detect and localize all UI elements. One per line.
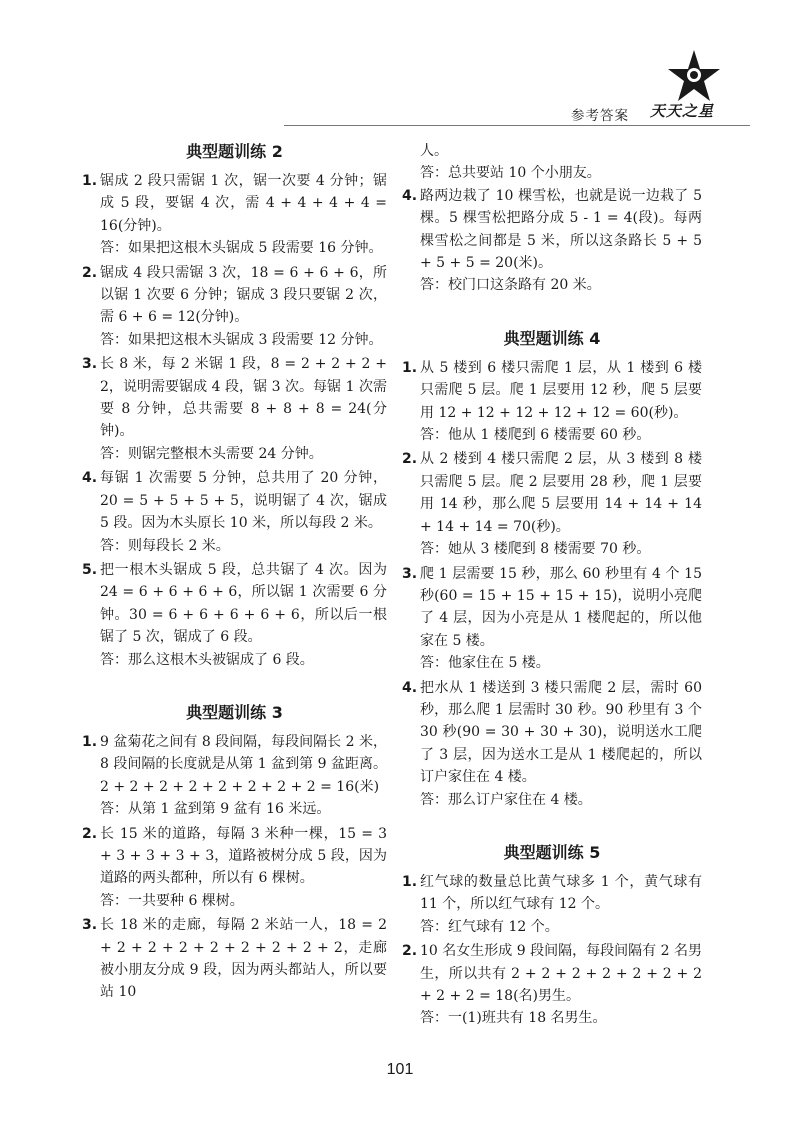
item-text: 把水从 1 楼送到 3 楼只需爬 2 层，需时 60 秒，那么爬 1 层需时 30 秒。90 秒里有 3 个 30 秒(90 = 30 + 30 + 30)，说明送水工爬了 3 层，因为送水工是从 1 楼爬起的，所以订户家住在 4 楼。 — [420, 679, 702, 786]
item-text: 长 15 米的道路，每隔 3 米种一棵，15 = 3 + 3 + 3 + 3 + 3，道路被树分成 5 段，因为道路的两头都种，所以有 6 棵树。 — [100, 825, 387, 887]
item-number: 4. — [402, 187, 418, 204]
item-text: 长 8 米，每 2 米锯 1 段，8 = 2 + 2 + 2 + 2，说明需要锯成 4 段，锯 3 次。每锯 1 次需要 8 分钟，总共需要 8 + 8 + 8 = 24(分钟)。 — [100, 356, 387, 440]
item-answer: 答：红气球有 12 个。 — [420, 918, 559, 935]
section — [82, 701, 387, 1004]
page-header — [0, 0, 800, 130]
header-rule — [284, 125, 750, 126]
list-item — [82, 731, 387, 821]
item-text: 10 名女生形成 9 段间隔，每段间隔有 2 名男生，所以共有 2 + 2 + 2 + 2 + 2 + 2 + 2 + 2 + 2 = 18(名)男生。 — [420, 943, 702, 1004]
section-title: 典型题训练 2 — [186, 142, 283, 161]
continued-answer: 答：总共要站 10 个小朋友。 — [420, 165, 601, 182]
left-column — [82, 140, 387, 1006]
item-answer: 答：从第 1 盆到第 9 盆有 16 米远。 — [100, 801, 331, 818]
item-number: 2. — [402, 451, 418, 468]
list-item — [402, 677, 702, 811]
item-number: 5. — [82, 561, 98, 578]
page-number: 101 — [386, 1061, 414, 1078]
item-equation: 2 + 2 + 2 + 2 + 2 + 2 + 2 + 2 = 16(米) — [100, 778, 380, 795]
section-title: 典型题训练 4 — [503, 328, 601, 348]
item-text: 每锯 1 次需要 5 分钟，总共用了 20 分钟，20 = 5 + 5 + 5 + 5，说明锯了 4 次，锯成 5 段。因为木头原长 10 米，所以每段 2 米。 — [100, 470, 387, 532]
item-text: 路两边栽了 10 棵雪松，也就是说一边栽了 5 棵。5 棵雪松把路分成 5 - 1 = 4(段)。每两棵雪松之间都是 5 米，所以这条路长 5 + 5 + 5 + 5 = 20(米)。 — [420, 187, 702, 272]
item-answer: 答：那么这根木头被锯成了 6 段。 — [100, 651, 314, 668]
section — [82, 140, 387, 671]
item-number: 1. — [82, 173, 98, 189]
list-item — [82, 823, 387, 913]
item-answer: 答：他家住在 5 楼。 — [420, 655, 550, 672]
brand-logo-text: 天天之星 — [650, 102, 715, 120]
list-item — [82, 262, 387, 352]
item-answer: 答：如果把这根木头锯成 3 段需要 12 分钟。 — [100, 331, 383, 348]
item-number: 4. — [82, 470, 98, 487]
list-item — [402, 185, 702, 297]
right-column — [402, 140, 702, 1032]
list-item — [402, 563, 702, 675]
section-title: 典型题训练 3 — [186, 702, 283, 722]
list-item — [82, 353, 387, 465]
item-text: 从 2 楼到 4 楼只需爬 2 层，从 3 楼到 8 楼只需爬 5 层。爬 2 层要用 28 秒，爬 1 层要用 14 秒，那么爬 5 层要用 14 + 14 + 14 + 14 + 14 = 70(秒)。 — [420, 451, 702, 535]
section-title: 典型题训练 5 — [503, 842, 601, 862]
item-answer: 答：一共要种 6 棵树。 — [100, 892, 244, 909]
star-logo-icon — [666, 48, 722, 108]
item-number: 3. — [82, 356, 98, 373]
list-item — [82, 170, 387, 260]
item-text: 把一根木头锯成 5 段，总共锯了 4 次。因为 24 = 6 + 6 + 6 + 6，所以锯 1 次需要 6 分钟。30 = 6 + 6 + 6 + 6 + 6，所以后一根锯了 5 次，锯成了 6 段。 — [100, 561, 387, 646]
section — [402, 841, 702, 1030]
item-text: 红气球的数量总比黄气球多 1 个，黄气球有 11 个，所以红气球有 12 个。 — [420, 873, 702, 913]
item-number: 2. — [82, 825, 98, 842]
list-item — [402, 448, 702, 560]
item-number: 4. — [402, 679, 418, 696]
item-number: 1. — [402, 359, 418, 376]
continued-text — [402, 140, 702, 185]
item-answer: 答：如果把这根木头锯成 5 段需要 16 分钟。 — [100, 240, 383, 257]
item-number: 1. — [82, 733, 98, 750]
item-text: 长 18 米的走廊，每隔 2 米站一人，18 = 2 + 2 + 2 + 2 + 2 + 2 + 2 + 2 + 2，走廊被小朋友分成 9 段，因为两头都站人，所以要站 10 — [100, 917, 387, 1001]
item-answer: 答：那么订户家住在 4 楼。 — [420, 791, 592, 808]
item-text: 爬 1 层需要 15 秒，那么 60 秒里有 4 个 15 秒(60 = 15 + 15 + 15 + 15)，说明小亮爬了 4 层，因为小亮是从 1 楼爬起的，所以他家在 5 楼。 — [420, 565, 702, 649]
item-answer: 答：校门口这条路有 20 米。 — [420, 277, 601, 294]
item-text: 锯成 2 段只需锯 1 次，锯一次要 4 分钟；锯成 5 段，要锯 4 次，需 4 + 4 + 4 + 4 = 16(分钟)。 — [100, 173, 387, 234]
item-answer: 答：则每段长 2 米。 — [100, 537, 230, 554]
section — [402, 327, 702, 811]
list-item — [82, 467, 387, 557]
item-number: 2. — [402, 943, 418, 960]
continued-line: 人。 — [420, 143, 448, 159]
list-item — [82, 559, 387, 671]
list-item — [402, 940, 702, 1030]
list-item — [82, 914, 387, 1004]
item-number: 3. — [82, 917, 98, 934]
item-number: 2. — [82, 264, 98, 281]
header-label: 参考答案 — [571, 108, 629, 124]
item-text: 9 盆菊花之间有 8 段间隔，每段间隔长 2 米，8 段间隔的长度就是从第 1 盆到第 9 盆距离。 — [100, 733, 387, 773]
item-answer: 答：他从 1 楼爬到 6 楼需要 60 秒。 — [420, 427, 651, 444]
item-answer: 答：一(1)班共有 18 名男生。 — [420, 1010, 607, 1027]
item-text: 锯成 4 段只需锯 3 次，18 = 6 + 6 + 6，所以锯 1 次要 6 分钟；锯成 3 段只要锯 2 次，需 6 + 6 = 12(分钟)。 — [100, 264, 387, 326]
list-item — [402, 357, 702, 447]
item-answer: 答：则锯完整根木头需要 24 分钟。 — [100, 445, 323, 462]
item-text: 从 5 楼到 6 楼只需爬 1 层，从 1 楼到 6 楼只需爬 5 层。爬 1 层要用 12 秒，爬 5 层要用 12 + 12 + 12 + 12 + 12 = 60(秒)。 — [420, 359, 702, 421]
list-item — [402, 871, 702, 938]
item-number: 1. — [402, 873, 418, 890]
item-answer: 答：她从 3 楼爬到 8 楼需要 70 秒。 — [420, 541, 651, 558]
item-number: 3. — [402, 565, 418, 582]
